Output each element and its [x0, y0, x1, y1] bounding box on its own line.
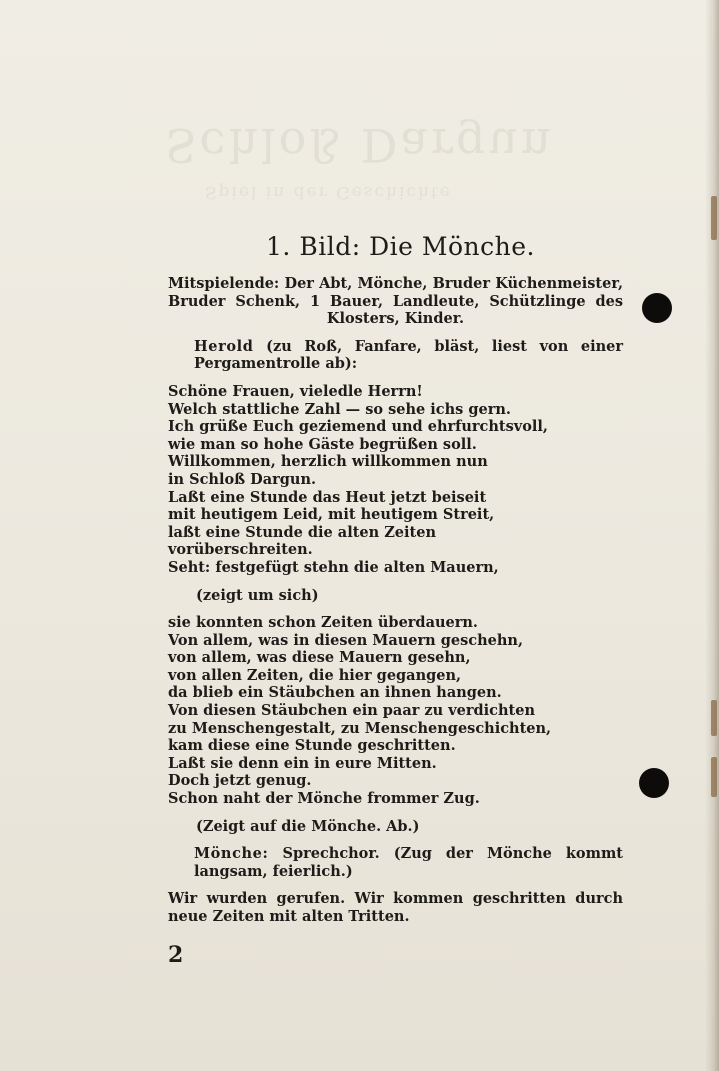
verse-line: von allen Zeiten, die hier gegangen, — [168, 666, 462, 684]
verse-line: Seht: festgefügt stehn die alten Mauern, — [168, 558, 499, 576]
herald-line — [168, 338, 623, 373]
verse-line: Ich grüße Euch geziemend und ehrfurchtsvoll, — [168, 418, 548, 436]
rust-stain — [711, 757, 717, 797]
verse-line: kam diese eine Stunde geschritten. — [168, 737, 456, 755]
verse-line: da blieb ein Stäubchen an ihnen hangen. — [168, 684, 502, 702]
punch-hole — [639, 768, 669, 798]
verse-line: Schon naht der Mönche frommer Zug. — [168, 790, 480, 808]
verse-line: Von allem, was in diesen Mauern geschehn, — [168, 631, 523, 649]
verse-line: in Schloß Dargun. — [168, 470, 317, 488]
stage-direction: Sprechchor. (Zug der Mönche kommt langsam, feierlich.) — [194, 845, 623, 880]
page-number: 2 — [168, 942, 184, 968]
verse-line: mit heutigem Leid, mit heutigem Streit, — [168, 506, 495, 524]
monks-line — [168, 845, 623, 880]
cast-list: Mitspielende: Der Abt, Mönche, Bruder Küchenmeister, Bruder Schenk, 1 Bauer, Landleute, Schützlinge des Klosters, Kinder. — [168, 275, 623, 328]
rust-stain — [711, 700, 717, 736]
verse-block-1 — [168, 383, 623, 577]
verse-line: vorüberschreiten. — [168, 541, 313, 559]
scene-title: 1. Bild: Die Mönche. — [266, 232, 535, 261]
stage-direction: (zeigt um sich) — [196, 586, 319, 604]
verse-line: sie konnten schon Zeiten überdauern. — [168, 614, 478, 632]
verse-block-2 — [168, 614, 623, 808]
show-through-subtitle: Spiel in der Geschichte — [205, 182, 452, 202]
verse-line: Willkommen, herzlich willkommen nun — [168, 453, 488, 471]
verse-line: Laßt sie denn ein in eure Mitten. — [168, 754, 437, 772]
verse-line: Schöne Frauen, vieledle Herrn! — [168, 382, 423, 400]
closing-verse: Wir wurden gerufen. Wir kommen geschritten durch neue Zeiten mit alten Tritten. — [168, 890, 623, 925]
verse-line: zu Menschengestalt, zu Menschengeschichten, — [168, 719, 552, 737]
verse-line: Von diesen Stäubchen ein paar zu verdichten — [168, 702, 536, 720]
punch-hole — [642, 293, 672, 323]
verse-line: laßt eine Stunde die alten Zeiten — [168, 523, 437, 541]
verse-line: von allem, was diese Mauern gesehn, — [168, 649, 471, 667]
verse-line: Welch stattliche Zahl — so sehe ichs gern. — [168, 400, 511, 418]
show-through-title: Schloß Dargun — [165, 118, 554, 172]
speaker-name: Mönche: — [194, 845, 269, 863]
speaker-name: Herold — [194, 337, 254, 355]
stage-direction: (Zeigt auf die Mönche. Ab.) — [196, 817, 420, 835]
stage-direction: (zu Roß, Fanfare, bläst, liest von einer Pergamentrolle ab): — [194, 337, 623, 373]
page-edge-shadow — [705, 0, 719, 1071]
verse-line: Doch jetzt genug. — [168, 772, 312, 790]
text-block — [168, 226, 623, 926]
verse-line: wie man so hohe Gäste begrüßen soll. — [168, 435, 477, 453]
rust-stain — [711, 196, 717, 240]
verse-line: Laßt eine Stunde das Heut jetzt beiseit — [168, 488, 487, 506]
